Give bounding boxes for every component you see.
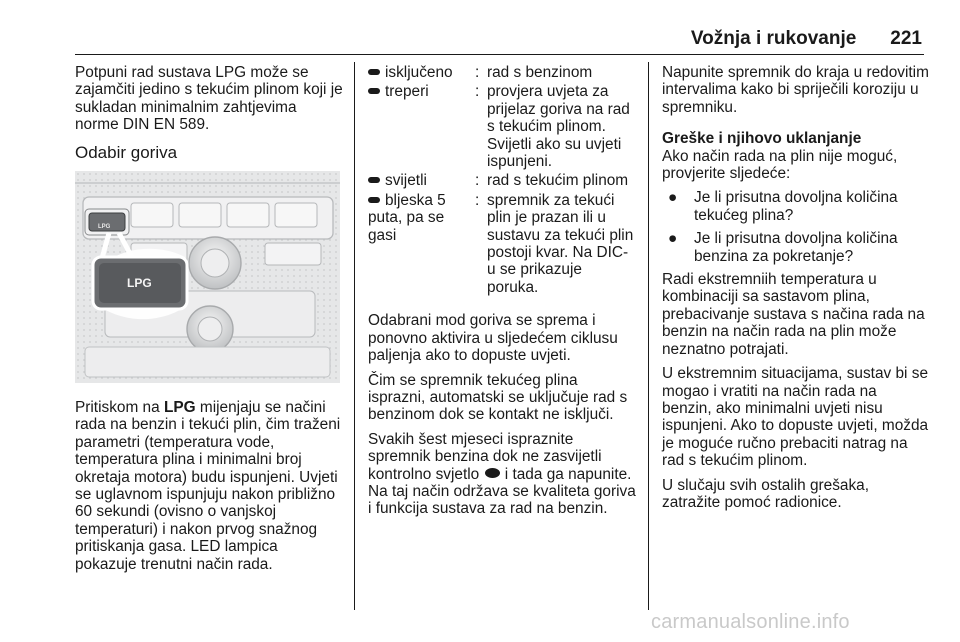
led-symbol-icon xyxy=(368,88,380,94)
fallback-paragraph: U ekstremnim situacijama, sustav bi se mogao i vratiti na način rada na benzin, ako minimalni uvjeti nisu ispunjeni. Ako to dopuste uvjeti, možda je moguće ručno prebaciti natrag na rad s tekućim plinom. xyxy=(662,365,929,470)
page-number: 221 xyxy=(890,28,922,49)
section-heading: Odabir goriva xyxy=(75,142,178,162)
workshop-paragraph: U slučaju svih ostalih grešaka, zatražite pomoć radionice. xyxy=(662,476,870,511)
page-header xyxy=(691,30,922,47)
led-mode-row: bljeska 5 puta, pa se gasi : spremnik za tekući plin je prazan ili u sustavu za tekući plin postoji kvar. Na DIC-u se prikazuje poruka. xyxy=(368,191,634,296)
column-divider-2 xyxy=(648,62,649,610)
intro-paragraph: Potpuni rad sustava LPG može se zajamčiti jedino s tekućim plinom koji je sukladan minimalnim zahtjevima norme DIN EN 589. xyxy=(75,64,343,134)
led-symbol-icon xyxy=(368,69,380,75)
bullet-icon: ● xyxy=(668,189,678,207)
faults-heading: Greške i njihovo uklanjanje xyxy=(662,130,862,148)
fuel-mode-memory-paragraph: Odabrani mod goriva se sprema i ponovno aktivira u sljedećem ciklusu paljenja ako to dopuste uvjeti. xyxy=(368,312,618,365)
led-symbol-icon xyxy=(368,177,380,183)
led-symbol-icon xyxy=(368,197,380,203)
auto-switch-paragraph: Čim se spremnik tekućeg plina isprazni, automatski se uključuje rad s benzinom dok se kontakt ne isključi. xyxy=(368,371,628,424)
led-mode-row: treperi : provjera uvjeta za prijelaz goriva na rad s tekućim plinom. Svijetli ako su uvjeti ispunjeni. xyxy=(368,83,636,170)
fuel-warning-light-icon xyxy=(485,468,500,478)
lpg-description: Pritiskom na LPG mijenjaju se načini rada na benzin i tekući plin, čim traženi parametri (temperatura vode, temperatura plina i minimalni broj okretaja motora) budu ispunjeni. Uvjeti se uglavnom ispunjuju nakon približno 60 sekundi (ovisno o vanjskoj temperaturi) i nakon prvog snažnog pritiskanja gasa. LED lampica pokazuje trenutni način rada. xyxy=(75,399,341,573)
faults-intro: Ako način rada na plin nije moguć, provjerite sljedeće: xyxy=(662,147,898,183)
corrosion-paragraph: Napunite spremnik do kraja u redovitim intervalima kako bi spriječili koroziju u spremniku. xyxy=(662,64,929,116)
header-rule xyxy=(75,54,924,55)
watermark: carmanualsonline.info xyxy=(651,611,850,633)
led-mode-table xyxy=(368,64,636,296)
column-3 xyxy=(662,64,930,518)
checklist xyxy=(662,189,930,265)
column-divider-1 xyxy=(354,62,355,610)
chapter-title: Vožnja i rukovanje xyxy=(690,28,857,49)
tank-emptying-paragraph: Svakih šest mjeseci ispraznite spremnik benzina dok ne zasvijetli kontrolno svjetlo i tada ga napunite. Na taj način održava se kvaliteta goriva i funkcija sustava za rad na benzin. xyxy=(368,430,636,518)
list-item: ● Je li prisutna dovoljna količina benzina za pokretanje? xyxy=(662,230,930,265)
list-item: ● Je li prisutna dovoljna količina tekućeg plina? xyxy=(662,189,930,224)
column-2 xyxy=(368,64,636,525)
led-mode-row: svijetli : rad s tekućim plinom xyxy=(368,172,636,189)
dashboard-illustration xyxy=(75,171,340,383)
bullet-icon: ● xyxy=(668,230,678,248)
column-1 xyxy=(75,64,343,580)
lpg-button-small-label: LPG xyxy=(98,224,111,231)
led-mode-row: isključeno : rad s benzinom xyxy=(368,64,636,81)
lpg-button-zoom-label: LPG xyxy=(127,276,152,291)
lpg-keyword: LPG xyxy=(163,399,196,417)
lpg-button-figure xyxy=(75,171,340,383)
temperature-paragraph: Radi ekstremniih temperatura u kombinaciji sa sastavom plina, prebacivanje sustava s načina rada na benzin na način rada na plin može neznatno potrajati. xyxy=(662,271,925,358)
